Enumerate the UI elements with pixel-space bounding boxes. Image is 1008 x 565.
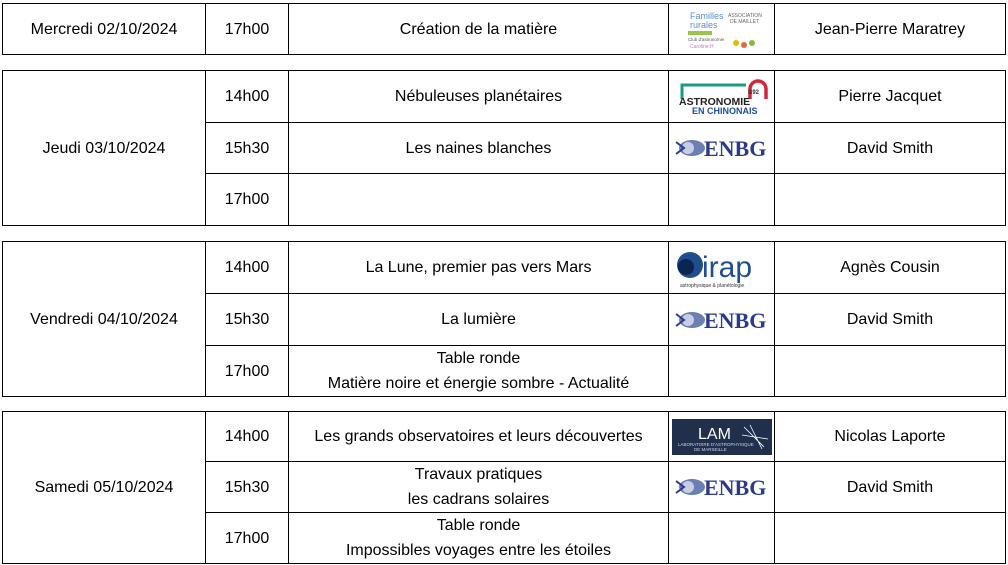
logo-text: LAM xyxy=(697,425,731,443)
title-cell xyxy=(289,513,669,564)
speaker-cell: Pierre Jacquet xyxy=(775,71,1006,123)
speaker-cell xyxy=(775,346,1006,397)
speaker-cell xyxy=(775,513,1006,564)
lam-logo xyxy=(669,417,774,457)
speaker-cell xyxy=(775,174,1006,226)
logo-cell xyxy=(669,4,775,55)
speaker-cell: David Smith xyxy=(775,462,1006,513)
logo-text: LABORATOIRE D'ASTROPHYSIQUE xyxy=(677,441,754,447)
time-cell: 14h00 xyxy=(206,71,289,123)
day-cell xyxy=(3,4,206,55)
title-cell: Les grands observatoires et leurs découvertes xyxy=(289,412,669,462)
title-line: Matière noire et énergie sombre - Actualité xyxy=(327,375,630,392)
speaker-cell: David Smith xyxy=(775,294,1006,346)
familles-rurales-logo xyxy=(669,7,774,51)
title-cell: La Lune, premier pas vers Mars xyxy=(289,242,669,294)
logo-cell xyxy=(669,294,775,346)
logo-cell xyxy=(669,242,775,294)
speaker-cell: Nicolas Laporte xyxy=(775,412,1006,462)
time-cell: 17h00 xyxy=(206,4,289,55)
day-label: Mercredi 02/10/2024 xyxy=(30,20,178,38)
logo-cell xyxy=(669,412,775,462)
title-line: Impossibles voyages entre les étoiles xyxy=(345,542,612,559)
logo-text: ENBG xyxy=(703,136,766,161)
lenbg-logo xyxy=(669,134,774,162)
time-cell: 17h00 xyxy=(206,346,289,397)
logo-text: DE MAILLET xyxy=(729,19,759,25)
time-cell: 14h00 xyxy=(206,412,289,462)
logo-text: Familles xyxy=(689,11,724,21)
logo-text: astrophysique & planétologie xyxy=(679,282,744,289)
logo-text: B92 xyxy=(747,89,759,96)
schedule-block-wednesday xyxy=(2,3,1006,55)
time-cell: 15h30 xyxy=(206,123,289,174)
time-cell: 14h00 xyxy=(206,242,289,294)
title-line: Travaux pratiques xyxy=(414,466,543,483)
day-label: Jeudi 03/10/2024 xyxy=(42,139,166,157)
logo-cell xyxy=(669,513,775,564)
logo-text: ENBG xyxy=(703,307,766,333)
title-cell: Nébuleuses planétaires xyxy=(289,71,669,123)
time-cell: 15h30 xyxy=(206,462,289,513)
lenbg-logo xyxy=(669,306,774,334)
table-row xyxy=(3,242,1006,294)
title-line: les cadrans solaires xyxy=(407,491,550,508)
logo-text: Club d'astronomie xyxy=(687,37,724,42)
logo-cell xyxy=(669,174,775,226)
logo-cell xyxy=(669,462,775,513)
logo-text: ASTRONOMIE xyxy=(678,95,750,108)
lenbg-logo xyxy=(669,473,774,501)
irap-logo xyxy=(669,247,774,289)
logo-text: ENBG xyxy=(703,475,766,500)
speaker-cell: David Smith xyxy=(775,123,1006,174)
logo-cell xyxy=(669,123,775,174)
title-line: Table ronde xyxy=(436,517,521,534)
logo-text: DE MARSEILLE xyxy=(693,446,727,452)
title-cell xyxy=(289,174,669,226)
schedule-block-friday xyxy=(2,241,1006,397)
schedule-block-thursday xyxy=(2,70,1006,226)
day-label: Samedi 05/10/2024 xyxy=(34,479,174,496)
astronomie-en-chinonais-logo xyxy=(669,77,774,117)
day-cell xyxy=(3,242,206,397)
speaker-cell: Agnès Cousin xyxy=(775,242,1006,294)
table-row xyxy=(3,4,1006,55)
day-cell xyxy=(3,71,206,226)
time-cell: 17h00 xyxy=(206,174,289,226)
speaker-cell: Jean-Pierre Maratrey xyxy=(775,4,1006,55)
day-cell xyxy=(3,412,206,564)
logo-cell xyxy=(669,346,775,397)
title-cell xyxy=(289,346,669,397)
time-cell: 17h00 xyxy=(206,513,289,564)
schedule-block-saturday xyxy=(2,411,1006,564)
table-row xyxy=(3,412,1006,462)
title-cell: Création de la matière xyxy=(289,4,669,55)
table-row xyxy=(3,71,1006,123)
logo-cell xyxy=(669,71,775,123)
day-label: Vendredi 04/10/2024 xyxy=(30,310,178,328)
title-line: Table ronde xyxy=(436,350,521,367)
title-cell: Les naines blanches xyxy=(289,123,669,174)
logo-text: EN CHINONAIS xyxy=(691,105,758,116)
logo-text: rurales xyxy=(689,20,718,30)
title-cell: La lumière xyxy=(289,294,669,346)
title-cell xyxy=(289,462,669,513)
logo-text: irap xyxy=(701,250,752,284)
time-cell: 15h30 xyxy=(206,294,289,346)
logo-text: Caroline.H xyxy=(689,44,714,50)
logo-text: ASSOCIATION xyxy=(727,13,762,19)
